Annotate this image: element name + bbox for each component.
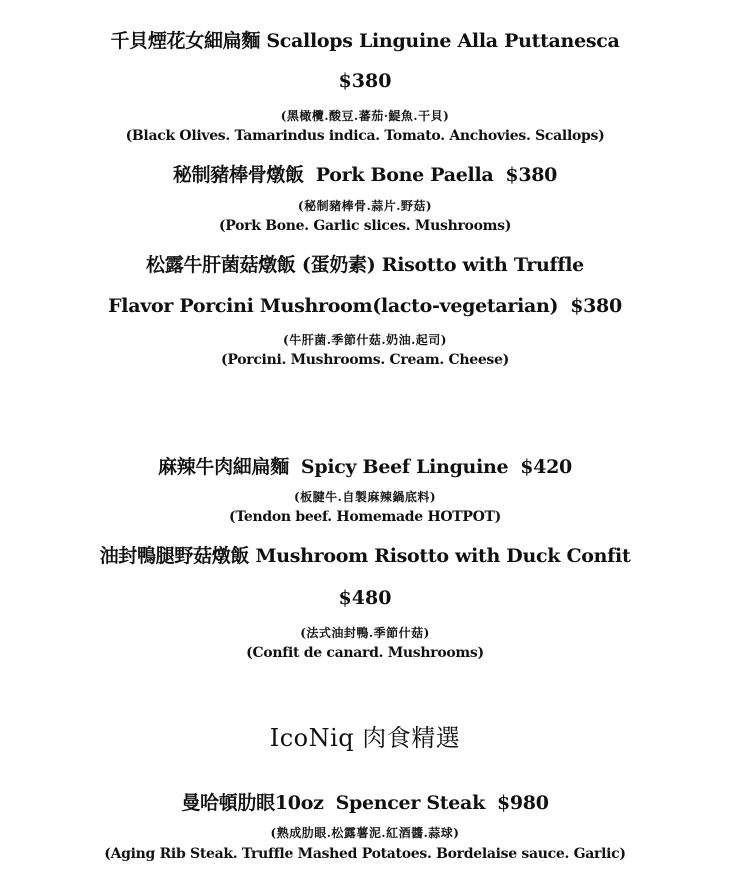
- dish-price-scallops-linguine: $380: [338, 70, 392, 92]
- dish-ingredients-en-duck-confit-risotto: (Confit de canard. Mushrooms): [246, 645, 484, 661]
- dish-ingredients-zh-truffle-risotto: (牛肝菌.季節什菇.奶油.起司): [283, 333, 447, 347]
- dish-name-line2-truffle-risotto: Flavor Porcini Mushroom(lacto-vegetarian): [108, 295, 559, 317]
- dish-name-duck-confit-risotto: 油封鴨腿野菇燉飯 Mushroom Risotto with Duck Confit: [99, 545, 631, 567]
- dish-row-spicy-beef-linguine: [0, 452, 730, 479]
- dish-name-en-pork-bone-paella: Pork Bone Paella: [315, 164, 494, 186]
- dish-row-pork-bone-paella: [0, 160, 730, 187]
- dish-name-en-spicy-beef-linguine: Spicy Beef Linguine: [300, 456, 509, 478]
- dish-ingredients-zh-spicy-beef-linguine: (板腱牛.自製麻辣鍋底料): [293, 490, 437, 504]
- dish-price-spicy-beef-linguine: $420: [520, 456, 572, 478]
- dish-ingredients-en-spicy-beef-linguine: (Tendon beef. Homemade HOTPOT): [229, 509, 501, 525]
- dish-ingredients-en-spencer-steak: (Aging Rib Steak. Truffle Mashed Potatoes. Bordelaise sauce. Garlic): [104, 846, 626, 862]
- dish-row-spencer-steak: [0, 788, 730, 815]
- dish-row-truffle-risotto: [0, 295, 730, 317]
- dish-name-zh-spicy-beef-linguine: 麻辣牛肉細扁麵: [158, 456, 289, 478]
- section-title-meat-selection: IcoNiq 肉食精選: [269, 724, 461, 752]
- dish-ingredients-zh-scallops-linguine: (黑橄欖.酸豆.蕃茄·鯷魚.干貝): [280, 109, 450, 123]
- dish-price-truffle-risotto: $380: [570, 295, 622, 317]
- dish-ingredients-en-pork-bone-paella: (Pork Bone. Garlic slices. Mushrooms): [218, 218, 512, 234]
- dish-ingredients-zh-spencer-steak: (熟成肋眼.松露薯泥.紅酒醬.蒜球): [270, 826, 460, 840]
- dish-ingredients-zh-pork-bone-paella: (秘制豬棒骨.蒜片.野菇): [297, 199, 433, 213]
- dish-price-pork-bone-paella: $380: [505, 164, 558, 186]
- dish-name-zh-spencer-steak: 曼哈頓肋眼10oz: [181, 792, 324, 814]
- dish-ingredients-zh-duck-confit-risotto: (法式油封鴨.季節什菇): [300, 626, 430, 640]
- dish-name-scallops-linguine: 千貝煙花女細扁麵 Scallops Linguine Alla Puttanesca: [110, 30, 620, 52]
- dish-name-en-spencer-steak: Spencer Steak: [335, 792, 485, 814]
- dish-name-line1-truffle-risotto: 松露牛肝菌菇燉飯 (蛋奶素) Risotto with Truffle: [146, 254, 584, 276]
- dish-price-spencer-steak: $980: [496, 792, 549, 814]
- dish-price-duck-confit-risotto: $480: [338, 587, 392, 609]
- dish-ingredients-en-truffle-risotto: (Porcini. Mushrooms. Cream. Cheese): [221, 352, 509, 368]
- dish-name-zh-pork-bone-paella: 秘制豬棒骨燉飯: [172, 164, 304, 186]
- dish-ingredients-en-scallops-linguine: (Black Olives. Tamarindus indica. Tomato. Anchovies. Scallops): [125, 128, 605, 144]
